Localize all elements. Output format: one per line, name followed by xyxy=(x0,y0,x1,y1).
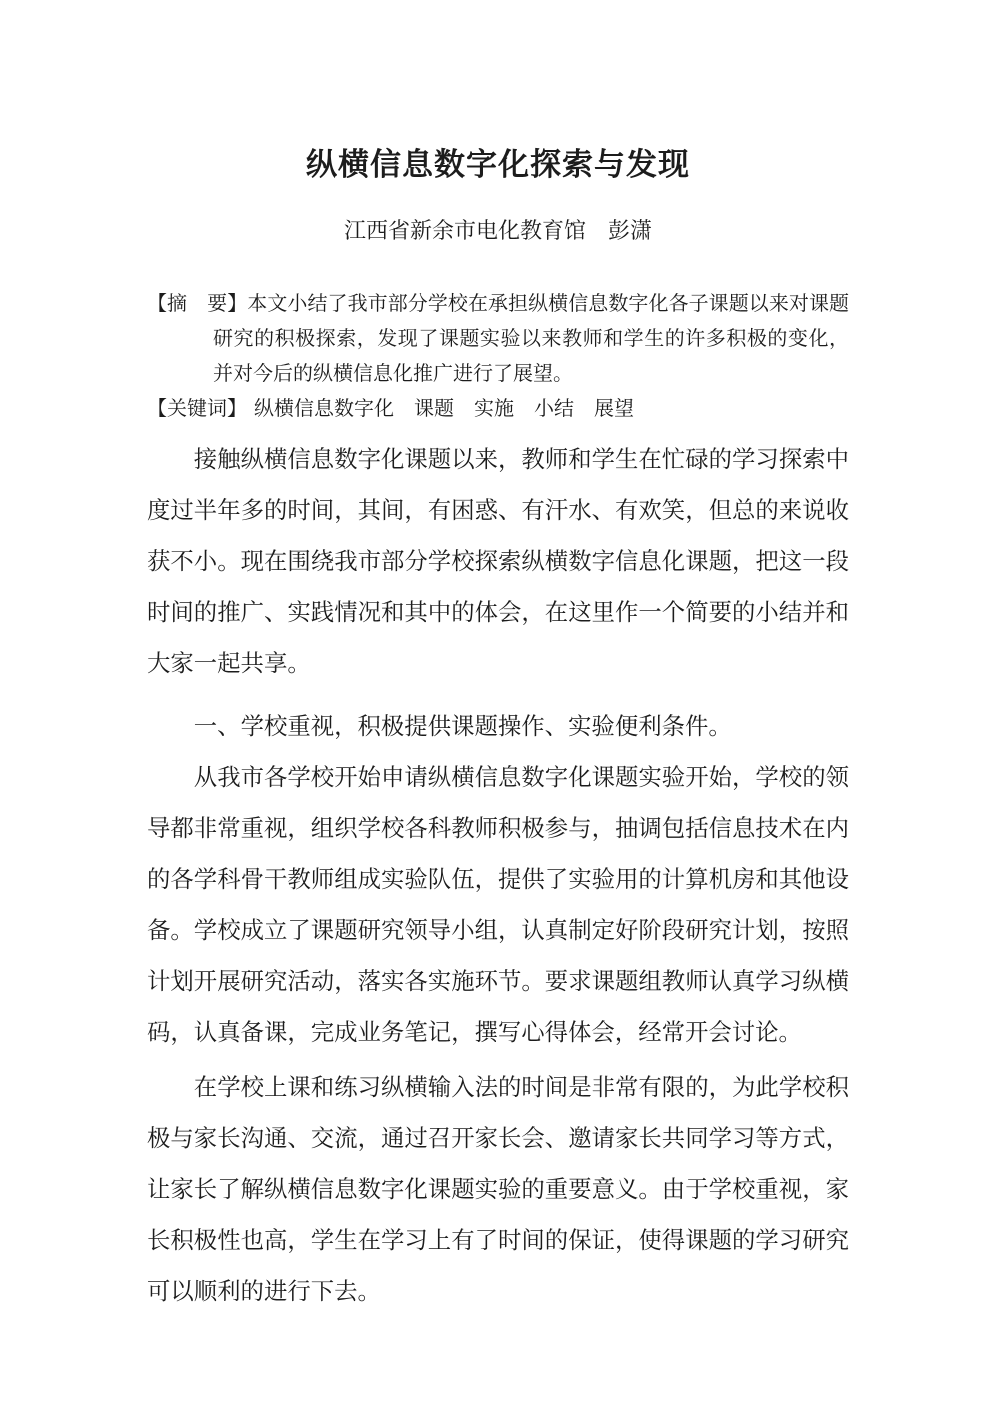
author-line: 江西省新余市电化教育馆 彭潇 xyxy=(343,217,652,243)
keywords-text: 纵横信息数字化 课题 实施 小结 展望 xyxy=(254,397,634,420)
body-paragraph-1: 接触纵横信息数字化课题以来，教师和学生在忙碌的学习探索中度过半年多的时间，其间，有困惑、有汗水、有欢笑，但总的来说收获不小。现在围绕我市部分学校探索纵横数字信息化课题，把这一段时间的推广、实践情况和其中的体会，在这里作一个简要的小结并和大家一起共享。 xyxy=(147,446,849,677)
abstract-text: 本文小结了我市部分学校在承担纵横信息数字化各子课题以来对课题研究的积极探索，发现了课题实验以来教师和学生的许多积极的变化，并对今后的纵横信息化推广进行了展望。 xyxy=(213,292,850,385)
abstract-section xyxy=(147,287,849,427)
abstract-label: 【摘 要】 xyxy=(147,292,248,315)
keywords-line xyxy=(147,392,849,427)
abstract-paragraph xyxy=(147,287,849,392)
document-title: 纵横信息数字化探索与发现 xyxy=(306,146,690,182)
section-heading-1: 一、学校重视，积极提供课题操作、实验便利条件。 xyxy=(193,713,732,740)
keywords-label: 【关键词】 xyxy=(147,397,247,420)
document-content xyxy=(147,435,849,1318)
document-body-column xyxy=(147,21,849,1318)
body-paragraph-3: 在学校上课和练习纵横输入法的时间是非常有限的，为此学校积极与家长沟通、交流，通过召开家长会、邀请家长共同学习等方式，让家长了解纵横信息数字化课题实验的重要意义。由于学校重视，家长积极性也高，学生在学习上有了时间的保证，使得课题的学习研究可以顺利的进行下去。 xyxy=(147,1074,849,1305)
body-paragraph-2: 从我市各学校开始申请纵横信息数字化课题实验开始，学校的领导都非常重视，组织学校各科教师积极参与，抽调包括信息技术在内的各学科骨干教师组成实验队伍，提供了实验用的计算机房和其他设备。学校成立了课题研究领导小组，认真制定好阶段研究计划，按照计划开展研究活动，落实各实施环节。要求课题组教师认真学习纵横码，认真备课，完成业务笔记，撰写心得体会，经常开会讨论。 xyxy=(147,764,849,1046)
